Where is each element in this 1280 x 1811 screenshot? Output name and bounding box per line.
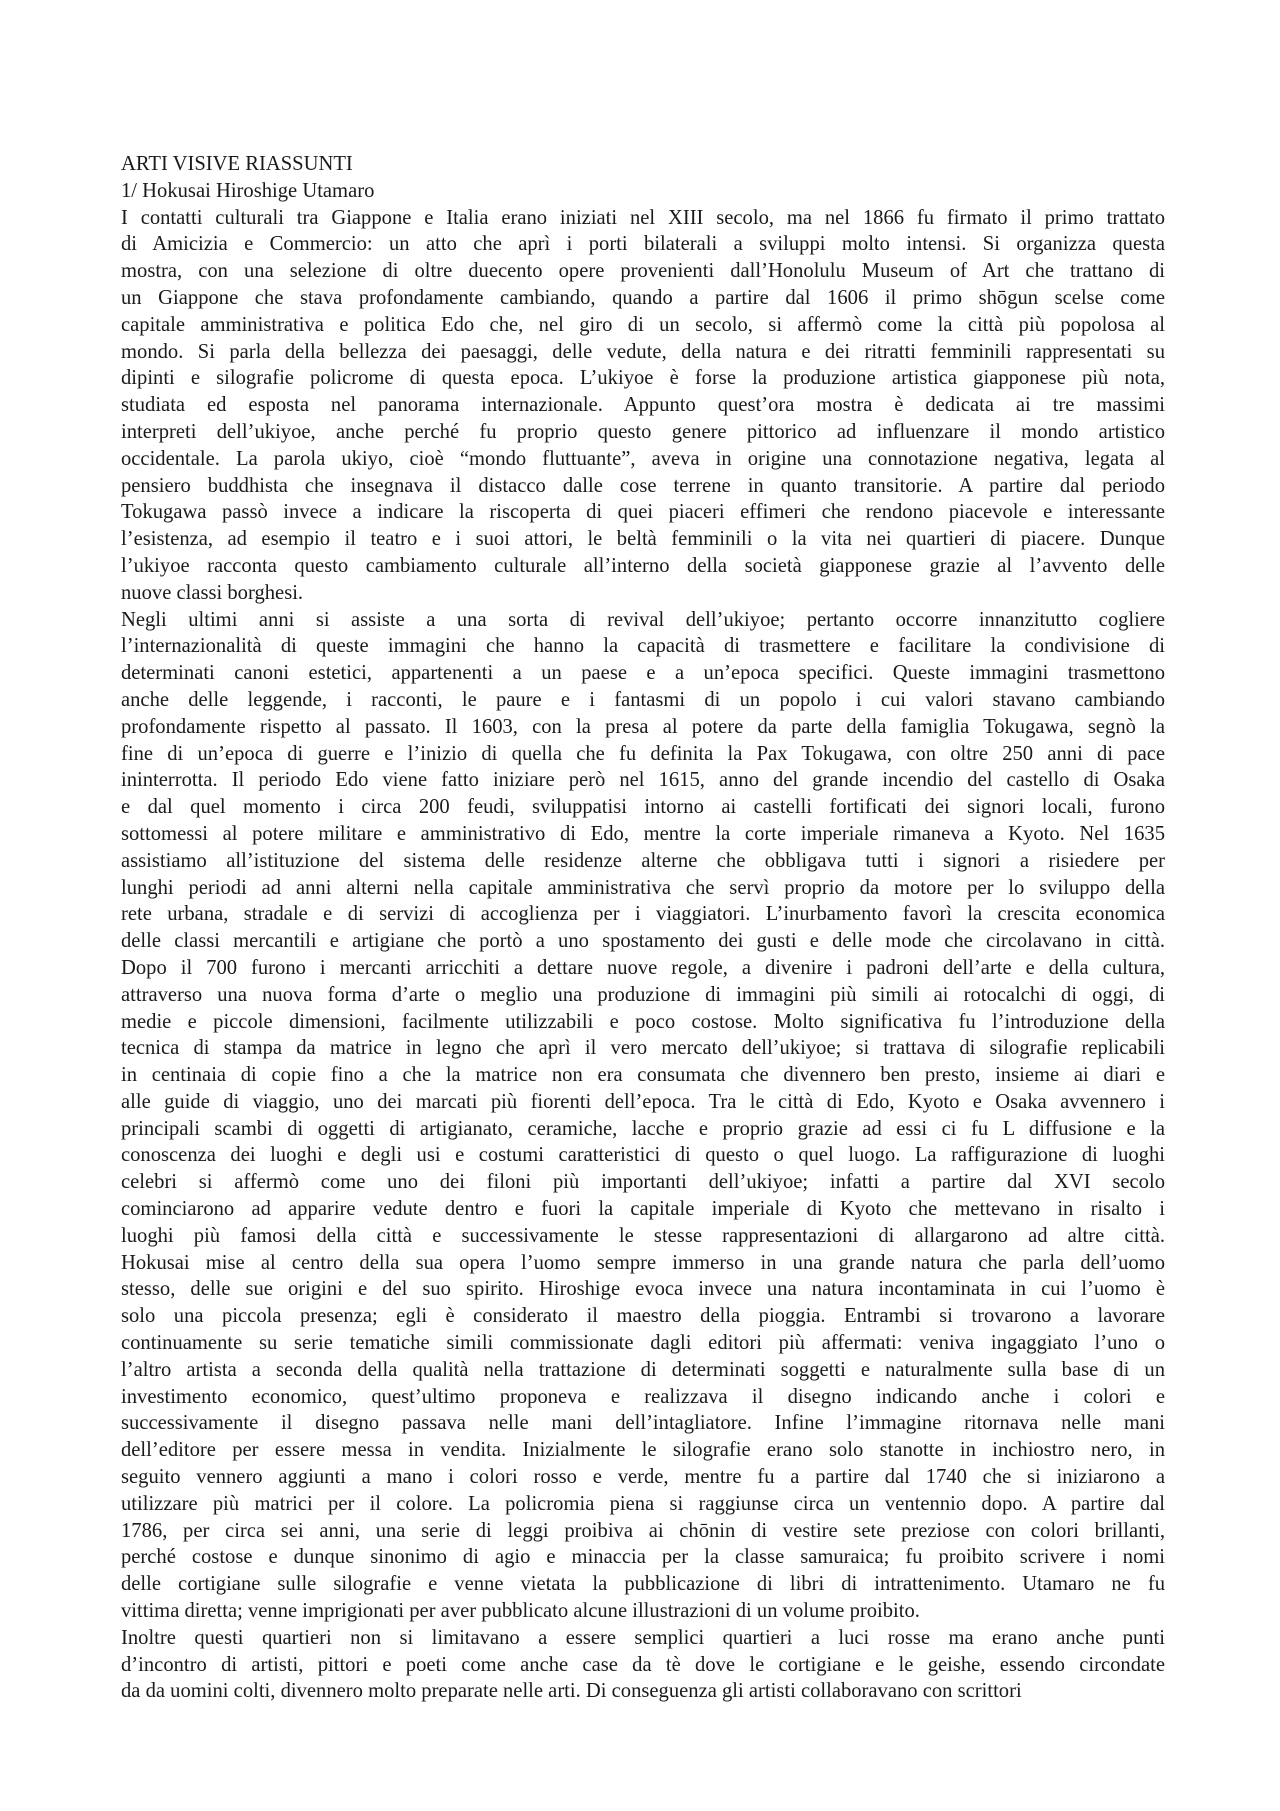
text-line: utilizzare più matrici per il colore. La policromia piena si raggiunse circa un ventennio dopo. A partire dal: [121, 1492, 1165, 1515]
text-line: cominciarono ad apparire vedute dentro e fuori la capitale imperiale di Kyoto che mettevano in risalto i: [121, 1198, 1165, 1221]
text-line: alle guide di viaggio, uno dei marcati più fiorenti dell’epoca. Tra le città di Edo, Kyoto e Osaka avvennero i: [121, 1090, 1165, 1113]
text-line: assistiamo all’istituzione del sistema delle residenze alterne che obbligava tutti i signori a risiedere per: [121, 849, 1165, 872]
text-line: nuove classi borghesi.: [121, 581, 304, 604]
paragraph-lines: [121, 205, 1165, 1706]
text-line: studiata ed esposta nel panorama internazionale. Appunto quest’ora mostra è dedicata ai tre massimi: [121, 394, 1165, 417]
text-line: mostra, con una selezione di oltre duecento opere provenienti dall’Honolulu Museum of Art che trattano di: [121, 260, 1165, 283]
document-subtitle: 1/ Hokusai Hiroshige Utamaro: [121, 179, 375, 202]
text-line: occidentale. La parola ukiyo, cioè “mondo fluttuante”, aveva in origine una connotazione negativa, legata al: [121, 447, 1165, 470]
text-line: profondamente rispetto al passato. Il 1603, con la presa al potere da parte della famiglia Tokugawa, segnò la: [121, 715, 1165, 738]
text-line: interpreti dell’ukiyoe, anche perché fu proprio questo genere pittorico ad influenzare il mondo artistico: [121, 420, 1165, 443]
text-line: lunghi periodi ad anni alterni nella capitale amministrativa che servì proprio da motore per lo sviluppo della: [121, 876, 1165, 899]
text-line: principali scambi di oggetti di artigianato, ceramiche, lacche e proprio grazie ad essi ci fu L diffusione e la: [121, 1117, 1165, 1140]
text-line: di Amicizia e Commercio: un atto che aprì i porti bilaterali a sviluppi molto intensi. Si organizza questa: [121, 233, 1165, 256]
text-line: Negli ultimi anni si assiste a una sorta di revival dell’ukiyoe; pertanto occorre innanzitutto cogliere: [121, 608, 1165, 631]
text-line: d’incontro di artisti, pittori e poeti come anche case da tè dove le cortigiane e le geishe, essendo circondate: [121, 1653, 1165, 1676]
text-line: Dopo il 700 furono i mercanti arricchiti a dettare nuove regole, a divenire i padroni dell’arte e della cultura,: [121, 956, 1165, 979]
text-line: determinati canoni estetici, appartenenti a un paese e a un’epoca specifici. Queste immagini trasmettono: [121, 662, 1165, 685]
text-line: tecnica di stampa da matrice in legno che aprì il vero mercato dell’ukiyoe; si trattava di silografie replicabili: [121, 1037, 1165, 1060]
text-line: pensiero buddhista che insegnava il distacco dalle cose terrene in quanto transitorie. A partire dal periodo: [121, 474, 1165, 497]
text-line: Hokusai mise al centro della sua opera l’uomo sempre immerso in una grande natura che parla dell’uomo: [121, 1251, 1165, 1274]
text-line: 1786, per circa sei anni, una serie di leggi proibiva ai chōnin di vestire sete preziose con colori brillanti,: [121, 1519, 1165, 1542]
text-line: celebri si affermò come uno dei filoni più importanti dell’ukiyoe; infatti a partire dal XVI secolo: [121, 1171, 1165, 1194]
text-line: un Giappone che stava profondamente cambiando, quando a partire dal 1606 il primo shōgun scelse come: [121, 286, 1165, 309]
text-line: anche delle leggende, i racconti, le paure e i fantasmi di un popolo i cui valori stavano cambiando: [121, 688, 1165, 711]
text-line: capitale amministrativa e politica Edo che, nel giro di un secolo, si affermò come la città più popolosa al: [121, 313, 1165, 336]
document-text-body: [121, 151, 1165, 1705]
text-line: l’esistenza, ad esempio il teatro e i suoi attori, le beltà femminili o la vita nei quartieri di piacere. Dunque: [121, 528, 1165, 551]
text-line: conoscenza dei luoghi e degli usi e costumi caratteristici di questo o quel luogo. La raffigurazione di luoghi: [121, 1144, 1165, 1167]
text-line: perché costose e dunque sinonimo di agio e minaccia per la classe samuraica; fu proibito scrivere i nomi: [121, 1546, 1165, 1569]
text-line: dipinti e silografie policrome di questa epoca. L’ukiyoe è forse la produzione artistica giapponese più nota,: [121, 367, 1165, 390]
text-line: continuamente su serie tematiche simili commissionate dagli editori più affermati: veniva ingaggiato l’uno o: [121, 1332, 1165, 1355]
text-line: investimento economico, quest’ultimo proponeva e realizzava il disegno indicando anche i colori e: [121, 1385, 1165, 1408]
text-line: successivamente il disegno passava nelle mani dell’intagliatore. Infine l’immagine ritornava nelle mani: [121, 1412, 1165, 1435]
document-title: ARTI VISIVE RIASSUNTI: [121, 153, 353, 175]
text-line: medie e piccole dimensioni, facilmente utilizzabili e poco costose. Molto significativa fu l’introduzione della: [121, 1010, 1165, 1033]
text-line: l’internazionalità di queste immagini che hanno la capacità di trasmettere e facilitare la condivisione di: [121, 635, 1165, 658]
text-line: Inoltre questi quartieri non si limitavano a essere semplici quartieri a luci rosse ma erano anche punti: [121, 1626, 1165, 1649]
text-line: attraverso una nuova forma d’arte o meglio una produzione di immagini più simili ai rotocalchi di oggi, di: [121, 983, 1165, 1006]
text-line: luoghi più famosi della città e successivamente le stesse rappresentazioni di allargarono ad altre città.: [121, 1224, 1165, 1247]
text-line: e dal quel momento i circa 200 feudi, sviluppatisi intorno ai castelli fortificati dei signori locali, furono: [121, 796, 1165, 819]
text-line: Tokugawa passò invece a indicare la riscoperta di quei piaceri effimeri che rendono piacevole e interessante: [121, 501, 1165, 524]
text-line: stesso, delle sue origini e del suo spirito. Hiroshige evoca invece una natura incontaminata in cui l’uomo è: [121, 1278, 1165, 1301]
text-line: fine di un’epoca di guerre e l’inizio di quella che fu definita la Pax Tokugawa, con oltre 250 anni di pace: [121, 742, 1165, 765]
text-line: seguito vennero aggiunti a mano i colori rosso e verde, mentre fu a partire dal 1740 che si iniziarono a: [121, 1466, 1165, 1489]
text-line: mondo. Si parla della bellezza dei paesaggi, delle vedute, della natura e dei ritratti femminili rappresentati su: [121, 340, 1165, 363]
text-line: rete urbana, stradale e di servizi di accoglienza per i viaggiatori. L’inurbamento favorì la crescita economica: [121, 903, 1165, 926]
text-line: l’ukiyoe racconta questo cambiamento culturale all’interno della società giapponese grazie al l’avvento delle: [121, 554, 1165, 577]
text-line: vittima diretta; venne imprigionati per aver pubblicato alcune illustrazioni di un volume proibito.: [121, 1600, 920, 1623]
text-line: ininterrotta. Il periodo Edo viene fatto iniziare però nel 1615, anno del grande incendio del castello di Osaka: [121, 769, 1165, 792]
text-line: solo una piccola presenza; egli è considerato il maestro della pioggia. Entrambi si trovarono a lavorare: [121, 1305, 1165, 1328]
text-line: delle classi mercantili e artigiane che portò a uno spostamento dei gusti e delle mode che circolavano in città.: [121, 930, 1165, 953]
text-line: delle cortigiane sulle silografie e venne vietata la pubblicazione di libri di intrattenimento. Utamaro ne fu: [121, 1573, 1165, 1596]
text-line: dell’editore per essere messa in vendita. Inizialmente le silografie erano solo stanotte in inchiostro nero, in: [121, 1439, 1165, 1462]
text-line: da da uomini colti, divennero molto preparate nelle arti. Di conseguenza gli artisti collaboravano con scrittori: [121, 1680, 1022, 1703]
text-line: in centinaia di copie fino a che la matrice non era consumata che divennero ben presto, insieme ai diari e: [121, 1064, 1165, 1087]
text-line: l’altro artista a seconda della qualità nella trattazione di determinati soggetti e naturalmente sulla base di un: [121, 1358, 1165, 1381]
text-line: I contatti culturali tra Giappone e Italia erano iniziati nel XIII secolo, ma nel 1866 fu firmato il primo trattato: [121, 206, 1165, 229]
text-line: sottomessi al potere militare e amministrativo di Edo, mentre la corte imperiale rimaneva a Kyoto. Nel 1635: [121, 822, 1165, 845]
